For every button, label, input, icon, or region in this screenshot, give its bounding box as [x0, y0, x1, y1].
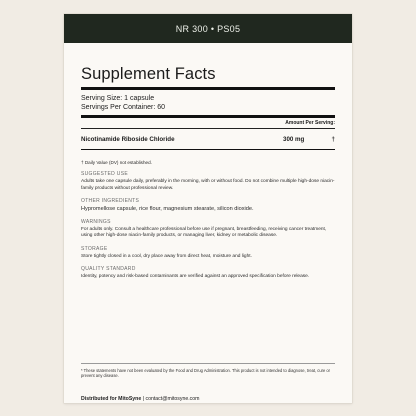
section-heading-other-ingredients: OTHER INGREDIENTS [81, 198, 140, 205]
section-heading-suggested-use: SUGGESTED USE [81, 171, 128, 178]
supplement-label-panel [64, 14, 352, 403]
nutrient-row [81, 129, 335, 149]
nutrient-divider [81, 149, 335, 151]
serving-info [81, 94, 335, 112]
daily-value-note: † Daily Value (DV) not established. [81, 160, 152, 166]
title-divider [81, 87, 335, 90]
distributor-contact: | contact@mitosyne.com [142, 395, 200, 402]
nutrient-amount: 300 mg [283, 135, 305, 143]
product-code-banner [64, 14, 352, 43]
product-code-text: NR 300 • PS05 [175, 23, 241, 34]
section-heading-warnings: WARNINGS [81, 218, 111, 225]
panel-title: Supplement Facts [81, 65, 216, 83]
footer [81, 363, 335, 402]
section-body-quality-standard: Identity, potency and risk-based contaminants are verified against an approved specification before release. [81, 274, 310, 280]
nutrient-name: Nicotinamide Riboside Chloride [81, 135, 175, 143]
fda-disclaimer: * These statements have not been evaluated by the Food and Drug Administration. This product is not intended to diagnose, treat, cure or prevent any disease. [81, 367, 331, 379]
distributor-name: Distributed for MitoSyne [81, 395, 142, 402]
nutrient-dv-symbol: † [331, 135, 335, 143]
section-body-warnings: For adults only. Consult a healthcare professional before use if pregnant, breastfeeding, receiving cancer treatment, using other high-dose niacin-family products, or managing liver, kidney or metabolic disease. [81, 226, 327, 239]
footnote-divider [81, 363, 335, 364]
section-body-other-ingredients: Hypromellose capsule, rice flour, magnesium stearate, silicon dioxide. [81, 206, 254, 213]
label-content [64, 43, 352, 403]
section-body-suggested-use: Adults take one capsule daily, preferably in the morning, with or without food. Do not combine multiple high-dose niacin-family products without professional review. [81, 179, 335, 191]
servings-per-container: Servings Per Container: 60 [81, 104, 166, 111]
section-heading-storage: STORAGE [81, 245, 108, 252]
serving-size: Serving Size: 1 capsule [81, 95, 155, 102]
section-body-storage: Store tightly closed in a cool, dry place away from direct heat, moisture and light. [81, 253, 252, 259]
distributor-line [81, 396, 335, 402]
amount-per-serving-header: Amount Per Serving: [285, 120, 335, 126]
section-heading-quality-standard: QUALITY STANDARD [81, 266, 136, 273]
